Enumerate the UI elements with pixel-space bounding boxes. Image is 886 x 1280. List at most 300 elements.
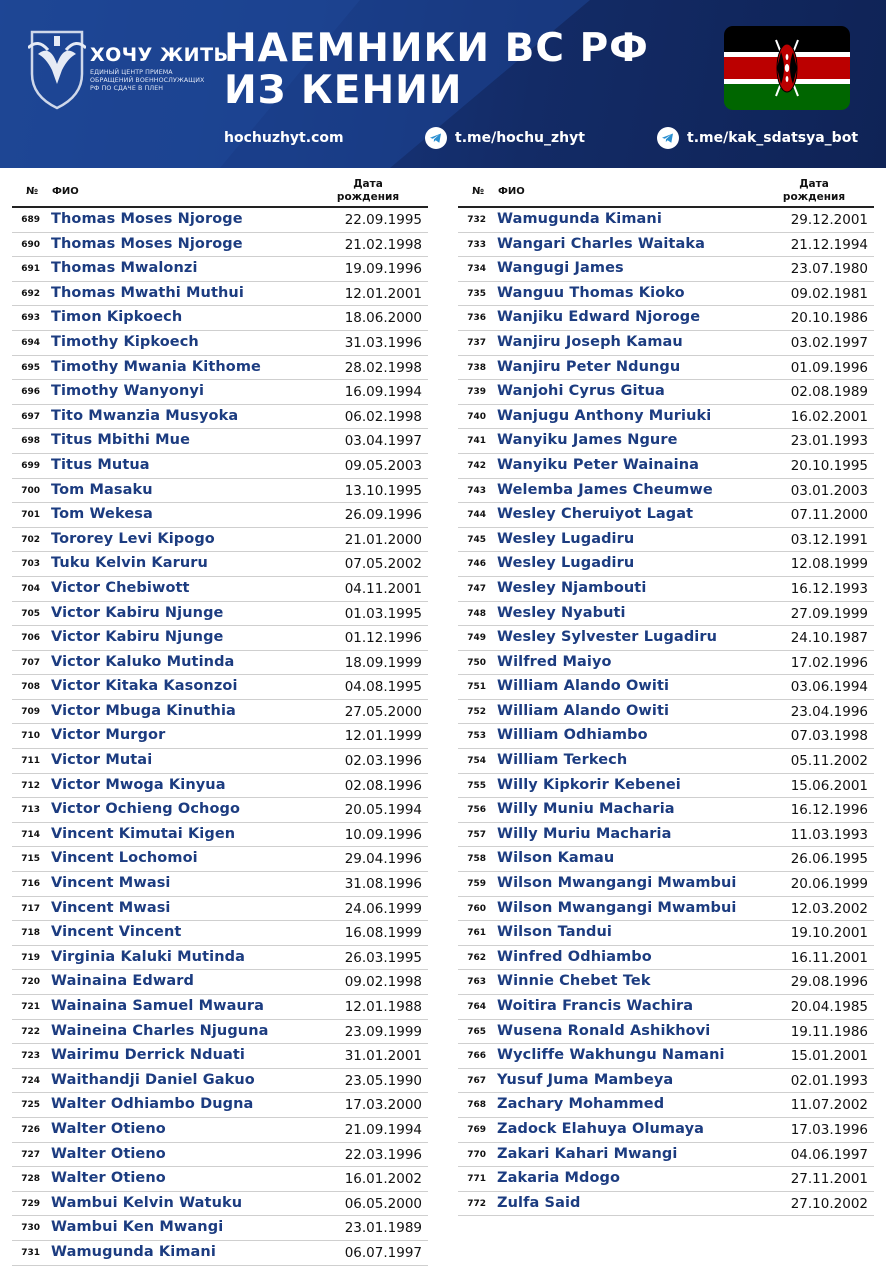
row-birthdate: 16.01.2002 <box>344 1171 422 1188</box>
row-birthdate: 12.01.1999 <box>344 728 422 745</box>
table-row <box>458 872 874 897</box>
row-birthdate: 18.09.1999 <box>344 654 422 671</box>
row-name: Wamugunda Kimani <box>51 1243 216 1260</box>
row-name: Winfred Odhiambo <box>497 948 652 965</box>
row-birthdate: 09.02.1981 <box>790 285 868 302</box>
table-row <box>458 651 874 676</box>
row-birthdate: 04.11.2001 <box>344 580 422 597</box>
table-row <box>458 946 874 971</box>
table-row <box>12 872 428 897</box>
table-row <box>12 1167 428 1192</box>
table-row <box>12 282 428 307</box>
row-birthdate: 03.04.1997 <box>344 433 422 450</box>
row-name: Wanjiku Edward Njoroge <box>497 309 701 326</box>
table-row <box>458 897 874 922</box>
row-number: 701 <box>21 510 40 521</box>
row-number: 754 <box>467 756 486 767</box>
row-number: 702 <box>21 534 40 545</box>
table-row <box>12 528 428 553</box>
row-number: 765 <box>467 1026 486 1037</box>
row-number: 734 <box>467 264 486 275</box>
table-row <box>458 798 874 823</box>
table-header <box>458 176 874 208</box>
row-birthdate: 16.09.1994 <box>344 384 422 401</box>
row-number: 689 <box>21 215 40 225</box>
table-row <box>458 626 874 651</box>
row-number: 691 <box>21 264 40 275</box>
row-birthdate: 24.06.1999 <box>344 900 422 917</box>
row-birthdate: 24.10.1987 <box>790 630 868 647</box>
row-name: Wesley Njambouti <box>497 579 647 596</box>
telegram-icon <box>657 127 679 149</box>
row-birthdate: 31.01.2001 <box>344 1048 422 1065</box>
table-row <box>458 429 874 454</box>
row-birthdate: 19.10.2001 <box>790 925 868 942</box>
row-birthdate: 12.01.2001 <box>344 285 422 302</box>
row-birthdate: 26.09.1996 <box>344 507 422 524</box>
table-row <box>458 1192 874 1217</box>
row-birthdate: 28.02.1998 <box>344 359 422 376</box>
row-birthdate: 09.05.2003 <box>344 457 422 474</box>
row-name: Wanjugu Anthony Muriuki <box>497 407 712 424</box>
row-number: 761 <box>467 928 486 939</box>
row-name: Woitira Francis Wachira <box>497 998 694 1014</box>
row-birthdate: 03.01.2003 <box>790 482 868 499</box>
row-name: Wesley Sylvester Lugadiru <box>497 629 718 646</box>
table-row <box>12 503 428 528</box>
row-name: Wilson Mwangangi Mwambui <box>497 875 737 892</box>
row-name: Walter Otieno <box>51 1145 166 1162</box>
row-name: Waineina Charles Njuguna <box>51 1022 269 1039</box>
table-row <box>458 331 874 356</box>
row-name: Willy Muriu Macharia <box>497 825 672 842</box>
table-row <box>458 405 874 430</box>
row-number: 768 <box>467 1100 486 1111</box>
row-number: 722 <box>21 1026 40 1037</box>
row-number: 708 <box>21 682 40 693</box>
row-birthdate: 20.10.1986 <box>790 310 868 327</box>
row-number: 729 <box>21 1198 40 1209</box>
table-row <box>458 282 874 307</box>
row-number: 760 <box>467 903 486 914</box>
table-row <box>458 454 874 479</box>
row-name: Zulfa Said <box>497 1194 581 1211</box>
row-number: 711 <box>21 756 40 767</box>
table-row <box>12 823 428 848</box>
row-birthdate: 16.11.2001 <box>790 949 868 966</box>
table-row <box>12 356 428 381</box>
row-birthdate: 23.01.1993 <box>790 433 868 450</box>
row-number: 753 <box>467 731 486 742</box>
row-name: Timon Kipkoech <box>51 309 183 326</box>
table-row <box>458 1118 874 1143</box>
row-birthdate: 02.08.1996 <box>344 777 422 794</box>
row-number: 736 <box>467 313 486 324</box>
row-birthdate: 11.07.2002 <box>790 1097 868 1114</box>
page-title <box>224 28 649 112</box>
table-row <box>458 528 874 553</box>
row-number: 770 <box>467 1149 486 1160</box>
table-row <box>458 921 874 946</box>
telegram-link-2[interactable]: t.me/kak_sdatsya_bot <box>687 130 859 146</box>
row-name: Wambui Kelvin Watuku <box>51 1194 243 1211</box>
table-row <box>12 306 428 331</box>
table-row <box>12 651 428 676</box>
row-number: 724 <box>21 1075 40 1086</box>
table-row <box>458 1069 874 1094</box>
table-row <box>458 1143 874 1168</box>
row-number: 703 <box>21 559 40 570</box>
row-number: 737 <box>467 337 486 348</box>
row-birthdate: 22.09.1995 <box>344 212 422 228</box>
row-name: Wairimu Derrick Nduati <box>51 1047 245 1064</box>
row-number: 755 <box>467 780 486 791</box>
row-birthdate: 21.01.2000 <box>344 531 422 548</box>
table-header <box>12 176 428 208</box>
row-birthdate: 07.03.1998 <box>790 728 868 745</box>
row-number: 764 <box>467 1002 486 1012</box>
row-birthdate: 20.06.1999 <box>790 876 868 893</box>
row-name: Waithandji Daniel Gakuo <box>51 1071 255 1088</box>
row-name: William Terkech <box>497 752 628 769</box>
row-name: Wanyiku Peter Wainaina <box>497 456 700 473</box>
table-row <box>12 429 428 454</box>
title-line-1: НАЕМНИКИ ВС РФ <box>224 26 649 71</box>
row-birthdate: 06.07.1997 <box>344 1244 422 1261</box>
row-number: 699 <box>21 460 40 471</box>
table-body <box>12 208 428 1266</box>
table-row <box>12 577 428 602</box>
kenya-flag-icon <box>724 26 850 110</box>
telegram-icon <box>425 127 447 149</box>
row-name: Virginia Kaluki Mutinda <box>51 948 245 965</box>
row-name: Titus Mbithi Mue <box>51 432 191 449</box>
table-row <box>12 700 428 725</box>
table-row <box>458 675 874 700</box>
row-name: Victor Mwoga Kinyua <box>51 776 226 793</box>
row-number: 746 <box>467 559 486 570</box>
row-birthdate: 31.03.1996 <box>344 334 422 351</box>
row-birthdate: 01.12.1996 <box>344 630 422 647</box>
row-birthdate: 26.06.1995 <box>790 851 868 868</box>
row-name: Victor Ochieng Ochogo <box>51 801 241 818</box>
row-name: Victor Chebiwott <box>51 579 190 596</box>
table-row <box>458 577 874 602</box>
row-number: 725 <box>21 1100 40 1111</box>
table-row <box>12 921 428 946</box>
row-birthdate: 03.06.1994 <box>790 679 868 696</box>
row-birthdate: 23.04.1996 <box>790 703 868 720</box>
row-number: 745 <box>467 534 486 545</box>
row-name: Timothy Wanyonyi <box>51 383 205 400</box>
table-row <box>12 675 428 700</box>
row-number: 744 <box>467 510 486 521</box>
row-name: Wycliffe Wakhungu Namani <box>497 1047 725 1064</box>
row-name: Yusuf Juma Mambeya <box>497 1071 674 1088</box>
row-birthdate: 17.03.1996 <box>790 1121 868 1138</box>
row-number: 735 <box>467 288 486 299</box>
table-body <box>458 208 874 1216</box>
row-number: 767 <box>467 1075 486 1086</box>
row-name: Wanyiku James Ngure <box>497 432 678 449</box>
row-number: 748 <box>467 608 486 619</box>
row-birthdate: 23.07.1980 <box>790 261 868 278</box>
row-birthdate: 21.02.1998 <box>344 236 422 253</box>
table-row <box>458 1093 874 1118</box>
row-number: 709 <box>21 706 40 717</box>
row-name: Victor Mutai <box>51 752 153 769</box>
row-birthdate: 29.12.2001 <box>790 212 868 228</box>
row-number: 707 <box>21 657 40 668</box>
row-name: Winnie Chebet Tek <box>497 973 651 990</box>
row-birthdate: 16.08.1999 <box>344 925 422 942</box>
table-row <box>458 1167 874 1192</box>
row-name: Wesley Cheruiyot Lagat <box>497 506 694 523</box>
row-name: Victor Kabiru Njunge <box>51 604 224 621</box>
row-birthdate: 27.09.1999 <box>790 605 868 622</box>
row-birthdate: 16.12.1993 <box>790 580 868 597</box>
row-name: Wesley Lugadiru <box>497 555 635 572</box>
row-birthdate: 03.02.1997 <box>790 334 868 351</box>
row-birthdate: 15.06.2001 <box>790 777 868 794</box>
table-row <box>458 1044 874 1069</box>
table-row <box>458 700 874 725</box>
table-row <box>12 257 428 282</box>
row-birthdate: 19.09.1996 <box>344 261 422 278</box>
row-birthdate: 17.03.2000 <box>344 1097 422 1114</box>
row-name: Tom Masaku <box>51 481 153 498</box>
row-number: 750 <box>467 657 486 668</box>
table-row <box>12 1044 428 1069</box>
row-birthdate: 06.05.2000 <box>344 1195 422 1212</box>
row-number: 721 <box>21 1002 40 1012</box>
row-birthdate: 01.03.1995 <box>344 605 422 622</box>
header-name: ФИО <box>498 186 525 197</box>
row-number: 757 <box>467 829 486 840</box>
row-name: Wilson Tandui <box>497 924 612 941</box>
row-number: 733 <box>467 239 486 250</box>
row-name: Wesley Lugadiru <box>497 530 635 547</box>
row-number: 714 <box>21 829 40 840</box>
row-number: 717 <box>21 903 40 914</box>
table-row <box>12 454 428 479</box>
row-name: Zachary Mohammed <box>497 1096 665 1113</box>
row-name: Victor Kitaka Kasonzoi <box>51 678 238 695</box>
row-name: Walter Odhiambo Dugna <box>51 1096 254 1113</box>
row-birthdate: 04.06.1997 <box>790 1146 868 1163</box>
table-row <box>458 1020 874 1045</box>
row-number: 718 <box>21 928 40 939</box>
table-row <box>458 724 874 749</box>
table-row <box>12 995 428 1020</box>
row-name: Thomas Mwalonzi <box>51 260 198 277</box>
row-number: 719 <box>21 952 40 963</box>
table-left <box>12 176 428 1266</box>
row-name: Wilson Mwangangi Mwambui <box>497 899 737 916</box>
row-number: 741 <box>467 436 486 447</box>
row-name: Wanjohi Cyrus Gitua <box>497 383 665 400</box>
header-date <box>328 178 408 204</box>
row-number: 726 <box>21 1124 40 1135</box>
table-row <box>458 479 874 504</box>
table-row <box>458 552 874 577</box>
row-birthdate: 02.01.1993 <box>790 1072 868 1089</box>
row-number: 762 <box>467 952 486 963</box>
row-name: Timothy Kipkoech <box>51 333 199 350</box>
row-number: 766 <box>467 1051 486 1062</box>
table-row <box>458 356 874 381</box>
row-birthdate: 23.01.1989 <box>344 1220 422 1237</box>
row-number: 756 <box>467 805 486 816</box>
row-name: Wesley Nyabuti <box>497 604 626 621</box>
row-name: Victor Murgor <box>51 727 166 744</box>
row-birthdate: 12.08.1999 <box>790 556 868 573</box>
table-row <box>12 380 428 405</box>
row-name: Wilfred Maiyo <box>497 653 612 670</box>
header-number: № <box>472 186 485 197</box>
table-row <box>12 946 428 971</box>
row-birthdate: 15.01.2001 <box>790 1048 868 1065</box>
table-row <box>12 847 428 872</box>
row-number: 727 <box>21 1149 40 1160</box>
row-name: William Odhiambo <box>497 727 648 744</box>
row-number: 738 <box>467 362 486 373</box>
row-number: 700 <box>21 485 40 496</box>
row-birthdate: 01.09.1996 <box>790 359 868 376</box>
row-name: Zadock Elahuya Olumaya <box>497 1120 705 1137</box>
row-birthdate: 04.08.1995 <box>344 679 422 696</box>
telegram-link-1[interactable]: t.me/hochu_zhyt <box>455 130 585 146</box>
row-birthdate: 31.08.1996 <box>344 876 422 893</box>
row-birthdate: 03.12.1991 <box>790 531 868 548</box>
row-name: Wanjiru Joseph Kamau <box>497 333 683 350</box>
row-name: Welemba James Cheumwe <box>497 481 713 498</box>
table-row <box>12 208 428 233</box>
table-row <box>12 1069 428 1094</box>
row-birthdate: 20.04.1985 <box>790 999 868 1015</box>
row-number: 696 <box>21 387 40 398</box>
logo-subtitle: ЕДИНЫЙ ЦЕНТР ПРИЕМА ОБРАЩЕНИЙ ВОЕННОСЛУЖАЩИХ РФ ПО СДАЧЕ В ПЛЕН <box>90 69 205 92</box>
row-birthdate: 02.08.1989 <box>790 384 868 401</box>
table-row <box>458 233 874 258</box>
table-row <box>12 1216 428 1241</box>
row-name: William Alando Owiti <box>497 702 670 719</box>
row-birthdate: 21.12.1994 <box>790 236 868 253</box>
row-number: 759 <box>467 879 486 890</box>
row-number: 749 <box>467 633 486 644</box>
table-row <box>458 503 874 528</box>
table-row <box>12 479 428 504</box>
row-birthdate: 09.02.1998 <box>344 974 422 991</box>
table-row <box>12 1118 428 1143</box>
row-birthdate: 29.04.1996 <box>344 851 422 868</box>
row-number: 730 <box>21 1223 40 1234</box>
header-date <box>774 178 854 204</box>
row-name: Wanguu Thomas Kioko <box>497 284 685 301</box>
row-name: Timothy Mwania Kithome <box>51 358 261 375</box>
table-row <box>458 847 874 872</box>
row-name: Wilson Kamau <box>497 850 615 867</box>
table-row <box>12 626 428 651</box>
row-birthdate: 07.05.2002 <box>344 556 422 573</box>
row-birthdate: 29.08.1996 <box>790 974 868 991</box>
row-number: 723 <box>21 1051 40 1062</box>
row-birthdate: 07.11.2000 <box>790 507 868 524</box>
table-row <box>458 774 874 799</box>
row-number: 712 <box>21 780 40 791</box>
website-link[interactable]: hochuzhyt.com <box>224 130 344 146</box>
row-birthdate: 05.11.2002 <box>790 753 868 770</box>
row-number: 747 <box>467 583 486 594</box>
header-date-line-2: рождения <box>782 191 846 203</box>
row-number: 763 <box>467 977 486 988</box>
row-number: 732 <box>467 215 486 225</box>
row-birthdate: 20.10.1995 <box>790 457 868 474</box>
row-birthdate: 27.11.2001 <box>790 1171 868 1188</box>
row-number: 705 <box>21 608 40 619</box>
row-number: 692 <box>21 288 40 299</box>
row-name: Willy Muniu Macharia <box>497 801 675 818</box>
row-name: Victor Kaluko Mutinda <box>51 653 235 670</box>
row-number: 694 <box>21 337 40 348</box>
row-number: 706 <box>21 633 40 644</box>
row-number: 758 <box>467 854 486 865</box>
table-row <box>12 331 428 356</box>
row-number: 731 <box>21 1247 40 1258</box>
row-birthdate: 21.09.1994 <box>344 1121 422 1138</box>
table-row <box>12 1241 428 1266</box>
row-name: Zakari Kahari Mwangi <box>497 1145 678 1162</box>
row-name: Tororey Levi Kipogo <box>51 530 215 547</box>
emblem-icon <box>28 24 86 110</box>
row-name: Victor Mbuga Kinuthia <box>51 702 236 719</box>
row-birthdate: 27.05.2000 <box>344 703 422 720</box>
table-row <box>12 405 428 430</box>
table-row <box>12 552 428 577</box>
row-number: 716 <box>21 879 40 890</box>
table-row <box>12 602 428 627</box>
row-birthdate: 19.11.1986 <box>790 1023 868 1040</box>
table-row <box>458 306 874 331</box>
row-number: 713 <box>21 805 40 816</box>
header-banner <box>0 0 886 168</box>
table-row <box>12 1143 428 1168</box>
row-number: 751 <box>467 682 486 693</box>
row-name: Thomas Mwathi Muthui <box>51 284 244 301</box>
row-number: 752 <box>467 706 486 717</box>
header-date-line-1: Дата <box>799 178 829 190</box>
row-birthdate: 10.09.1996 <box>344 826 422 843</box>
table-row <box>12 970 428 995</box>
table-row <box>12 1020 428 1045</box>
row-name: Thomas Moses Njoroge <box>51 211 243 227</box>
row-birthdate: 12.01.1988 <box>344 999 422 1015</box>
header-date-line-1: Дата <box>353 178 383 190</box>
row-number: 771 <box>467 1174 486 1185</box>
table-row <box>458 380 874 405</box>
row-birthdate: 16.12.1996 <box>790 802 868 819</box>
row-number: 715 <box>21 854 40 865</box>
row-name: Tom Wekesa <box>51 506 153 523</box>
row-name: Wangari Charles Waitaka <box>497 235 705 252</box>
table-row <box>458 970 874 995</box>
row-number: 728 <box>21 1174 40 1185</box>
row-number: 720 <box>21 977 40 988</box>
table-row <box>12 724 428 749</box>
logo-title: ХОЧУ ЖИТЬ <box>90 44 229 66</box>
row-number: 740 <box>467 411 486 422</box>
table-row <box>458 602 874 627</box>
